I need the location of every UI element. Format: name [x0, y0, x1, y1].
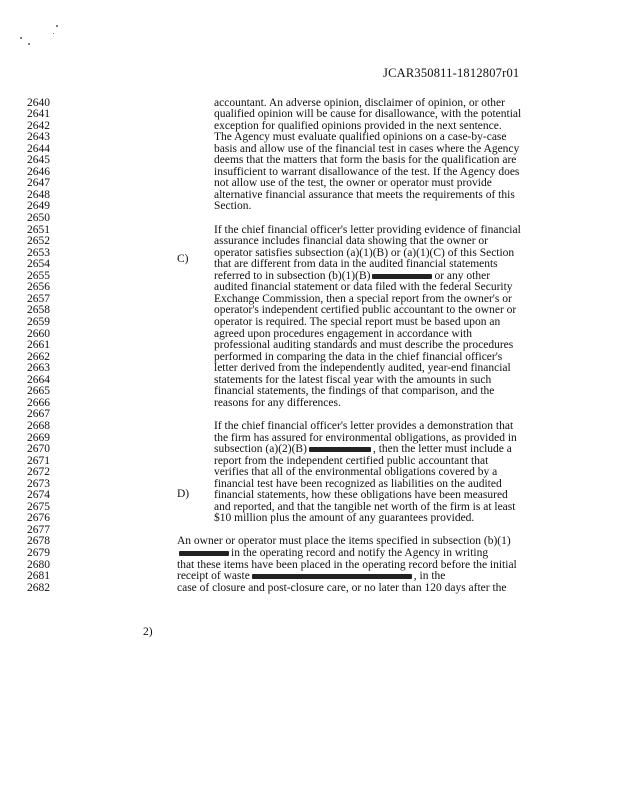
line-number: 2680 — [27, 558, 50, 571]
text-segment: that are different from data in the audited financial statements — [214, 258, 498, 271]
label-2: 2) — [143, 626, 153, 638]
line-number: 2657 — [27, 292, 50, 305]
line-number: 2675 — [27, 500, 50, 513]
text-segment: and reported, and that the tangible net worth of the firm is at least — [214, 500, 516, 513]
text-segment: or any other — [434, 269, 491, 282]
text-segment: case of closure and post-closure care, or no later than 120 days after the — [177, 581, 507, 594]
text-segment: audited financial statement or data filed with the federal Security — [214, 281, 513, 294]
text-segment: the firm has assured for environmental obligations, as provided in — [214, 431, 517, 444]
label-d: D) — [177, 488, 190, 500]
line-number: 2661 — [27, 339, 50, 352]
scan-speck — [20, 37, 22, 39]
redaction-mark — [309, 447, 371, 452]
line-number: 2651 — [27, 223, 50, 236]
text-segment: statements for the latest fiscal year with the amounts in such — [214, 373, 492, 386]
line-number: 2654 — [27, 258, 50, 271]
line-number: 2649 — [27, 200, 50, 213]
text-segment: in the operating record and notify the Agency in writing — [231, 547, 489, 559]
text-segment: referred to in subsection (b)(1)(B) — [214, 269, 371, 282]
line-number: 2646 — [27, 165, 50, 178]
line-number: 2652 — [27, 235, 50, 248]
text-line — [177, 583, 507, 595]
line-number: 2671 — [27, 454, 50, 467]
text-segment: An owner or operator must place the items specified in subsection (b)(1) — [177, 535, 511, 548]
text-segment: If the chief financial officer's letter provides a demonstration that — [214, 419, 514, 432]
text-segment: basis and allow use of the financial test in cases where the Agency — [214, 142, 520, 155]
line-number: 2676 — [27, 512, 50, 525]
line-number: 2666 — [27, 396, 50, 409]
text-segment: deems that the matters that form the basis for the qualification are — [214, 154, 517, 167]
line-number: 2681 — [27, 570, 50, 582]
text-line — [214, 398, 341, 410]
text-segment: professional auditing standards and must describe the procedures — [214, 339, 514, 352]
line-number: 2668 — [27, 419, 50, 432]
line-number: 2642 — [27, 119, 50, 132]
line-number: 2643 — [27, 131, 50, 144]
text-segment: receipt of waste — [177, 570, 250, 582]
text-segment: exception for qualified opinions provided in the next sentence. — [214, 119, 502, 132]
text-segment: operator is required. The special report must be based upon an — [214, 316, 501, 328]
text-segment: letter derived from the independently audited, year-end financial — [214, 362, 511, 375]
line-number: 2677 — [27, 523, 50, 536]
line-number: 2648 — [27, 188, 50, 201]
line-number: 2678 — [27, 535, 50, 548]
text-segment: operator's independent certified public accountant to the owner or — [214, 304, 517, 317]
line-number: 2655 — [27, 269, 50, 282]
text-segment: , in the — [413, 570, 446, 582]
line-number: 2653 — [27, 246, 50, 259]
text-segment: Exchange Commission, then a special report from the owner's or — [214, 292, 512, 305]
text-segment: alternative financial assurance that meets the requirements of this — [214, 188, 515, 201]
text-line — [214, 513, 474, 525]
text-segment: performed in comparing the data in the chief financial officer's — [214, 350, 503, 363]
line-number: 2650 — [27, 212, 50, 224]
line-number: 2647 — [27, 177, 50, 190]
line-number: 2673 — [27, 477, 50, 490]
document-id: JCAR350811-1812807r01 — [383, 66, 520, 80]
line-number: 2658 — [27, 304, 50, 317]
line-number: 2664 — [27, 373, 50, 386]
line-number: 2645 — [27, 154, 50, 167]
line-number: 2659 — [27, 316, 50, 328]
text-segment: agreed upon procedures engagement in accordance with — [214, 327, 472, 340]
text-segment: financial statements, the findings of that comparison, and the — [214, 385, 495, 398]
line-number: 2669 — [27, 431, 50, 444]
text-segment: reasons for any differences. — [214, 396, 341, 409]
line-number: 2672 — [27, 466, 50, 479]
text-segment: assurance includes financial data showing that the owner or — [214, 235, 488, 248]
text-segment: operator satisfies subsection (a)(1)(B) or (a)(1)(C) of this Section — [214, 246, 515, 259]
line-number: 2667 — [27, 408, 50, 421]
scan-speck — [28, 43, 30, 45]
text-segment: , then the letter must include a — [372, 443, 512, 455]
redaction-mark — [179, 551, 229, 556]
text-segment: insufficient to warrant disallowance of the test. If the Agency does — [214, 165, 520, 178]
line-number: 2641 — [27, 108, 50, 120]
text-segment: subsection (a)(2)(B) — [214, 443, 307, 455]
text-segment: If the chief financial officer's letter providing evidence of financial — [214, 223, 521, 236]
text-line — [214, 190, 515, 202]
text-segment: that these items have been placed in the operating record before the initial — [177, 558, 517, 571]
redaction-mark — [252, 574, 412, 579]
scan-speck — [56, 25, 58, 27]
text-segment: accountant. An adverse opinion, disclaimer of opinion, or other — [214, 96, 505, 109]
redaction-mark — [372, 274, 432, 279]
label-c: C) — [177, 253, 189, 265]
text-segment: Section. — [214, 200, 252, 213]
line-number: 2670 — [27, 443, 50, 455]
text-segment: The Agency must evaluate qualified opinions on a case-by-case — [214, 131, 507, 144]
text-segment: verifies that all of the environmental obligations covered by a — [214, 466, 498, 479]
text-segment: financial test have been recognized as liabilities on the audited — [214, 477, 502, 490]
line-number: 2644 — [27, 142, 50, 155]
line-number: 2679 — [27, 547, 50, 559]
text-segment: report from the independent certified public accountant that — [214, 454, 489, 467]
line-number: 2682 — [27, 581, 50, 594]
text-line — [214, 201, 251, 213]
line-number: 2656 — [27, 281, 50, 294]
line-number: 2674 — [27, 489, 50, 502]
text-segment: not allow use of the test, the owner or operator must provide — [214, 177, 492, 190]
line-number: 2660 — [27, 327, 50, 340]
line-number: 2665 — [27, 385, 50, 398]
line-number: 2662 — [27, 350, 50, 363]
scan-speck — [53, 33, 54, 34]
line-number: 2663 — [27, 362, 50, 375]
text-segment: financial statements, how these obligations have been measured — [214, 489, 508, 502]
text-segment: qualified opinion will be cause for disallowance, with the potential — [214, 108, 522, 120]
line-number: 2640 — [27, 96, 50, 109]
text-segment: $10 million plus the amount of any guarantees provided. — [214, 512, 475, 525]
